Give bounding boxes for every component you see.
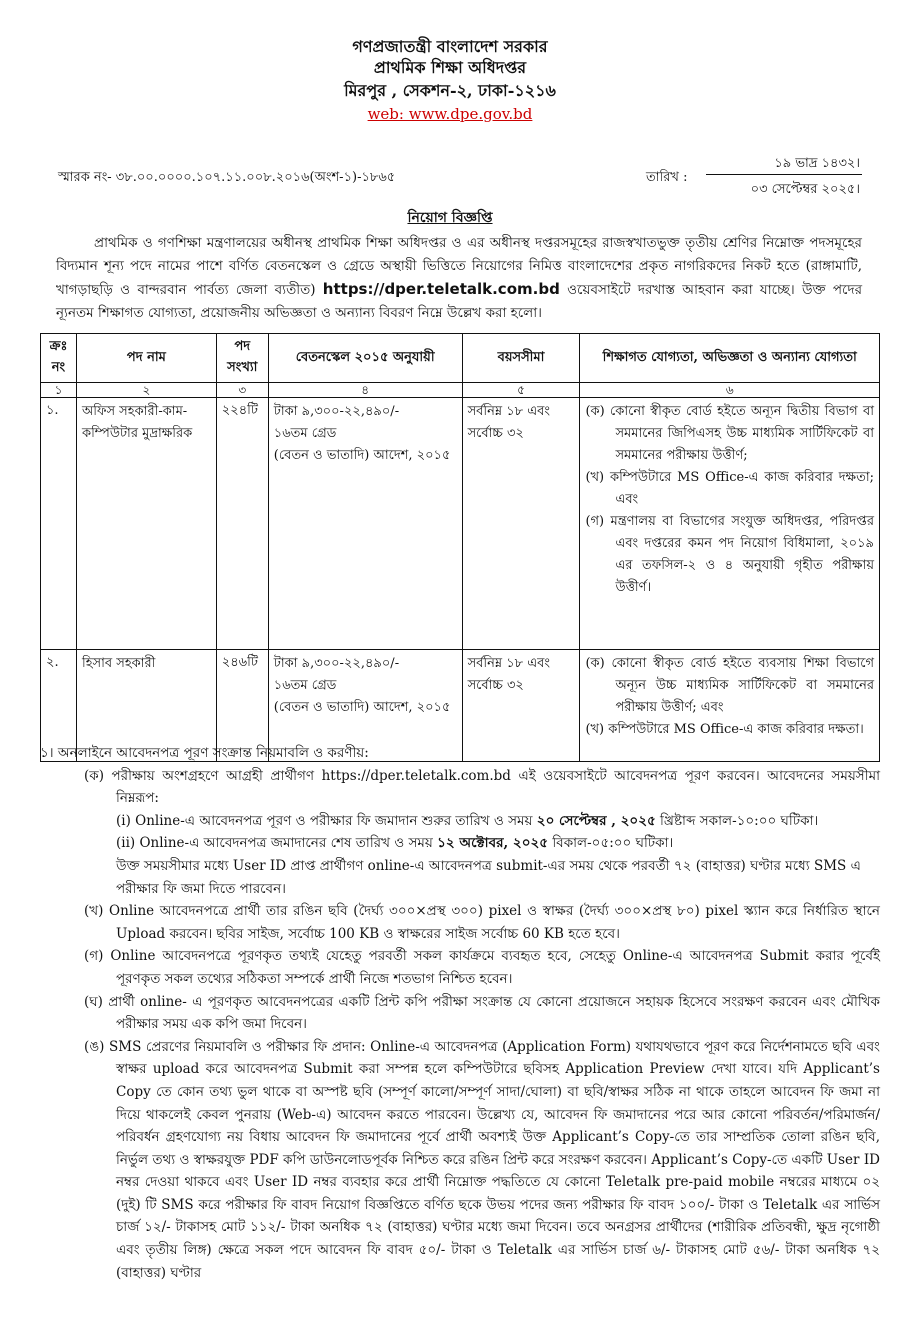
website-link[interactable]: web: www.dpe.gov.bd (367, 105, 533, 123)
rules-heading: ১। অনলাইনে আবেদনপত্র পূরণ সংক্রান্ত নিয়মাবলি ও করণীয়: (40, 745, 369, 761)
column-number: ১ (41, 383, 77, 398)
column-number: ৫ (462, 383, 580, 398)
rule-ka-sms-note: উক্ত সময়সীমার মধ্যে User ID প্রাপ্ত প্রার্থীগণ online-এ আবেদনপত্র submit-এর সময় থেকে পরবর্তী ৭২ (বাহাত্তর) ঘণ্টার মধ্যে SMS এ পরীক্ষার ফি জমা দিতে পারবেন। (116, 857, 861, 897)
row-age-limit: সর্বনিম্ন ১৮ এবং সর্বোচ্চ ৩২ (462, 650, 580, 762)
row-qualification: (ক) কোনো স্বীকৃত বোর্ড হইতে ব্যবসায় শিক্ষা বিভাগে অন্যূন উচ্চ মাধ্যমিক সার্টিফিকেট বা সমমানের পরীক্ষায় উত্তীর্ণ; এবং (খ) কম্পিউটারে MS Office-এ কাজ করিবার দক্ষতা। (580, 650, 880, 762)
intro-paragraph (56, 232, 862, 325)
column-number: ৩ (216, 383, 268, 398)
start-date: ২০ সেপ্টেম্বর , ২০২৫ (536, 812, 656, 829)
row-post-count: ২৪৬টি (216, 650, 268, 762)
rule-kha: (খ) Online আবেদনপত্রে প্রার্থী তার রঙিন ছবি (দৈর্ঘ্য ৩০০×প্রস্থ ৩০০) pixel ও স্বাক্ষর (দৈর্ঘ্য ৩০০×প্রস্থ ৮০) pixel স্ক্যান করে নির্ধারিত স্থানে Upload করবেন। ছবির সাইজ, সর্বোচ্চ 100 KB ও স্বাক্ষরের সাইজ সর্বোচ্চ 60 KB হতে হবে। (84, 903, 880, 942)
office-address: মিরপুর , সেকশন-২, ঢাকা-১২১৬ (344, 81, 556, 100)
column-number: ৬ (580, 383, 880, 398)
posts-table (40, 333, 880, 762)
table-header-row (41, 334, 880, 383)
date-english: ০৩ সেপ্টেম্বর ২০২৫। (750, 182, 860, 197)
header-age-limit: বয়সসীমা (462, 334, 580, 383)
rule-ka: (ক) পরীক্ষায় অংশগ্রহণে আগ্রহী প্রার্থীগণ https://dper.teletalk.com.bd এই ওয়েবসাইটে আবেদনপত্র পূরণ করবেন। আবেদনের সময়সীমা নিম্নরূপ: (84, 767, 880, 807)
header-serial: ক্রঃ নং (41, 334, 77, 383)
intro-text-1: প্রাথমিক ও গণশিক্ষা মন্ত্রণালয়ের অধীনস্থ প্রাথমিক শিক্ষা অধিদপ্তর ও এর অধীনস্থ দপ্তরসমূহের রাজস্বখাতভুক্ত তৃতীয় শ্রেণির নিম্নোক্ত পদসমূহের বিদ্যমান শূন্য পদে নামের পাশে বর্ণিত বেতনস্কেল ও গ্রেডে অস্থায়ী ভিত্তিতে নিয়োগের নিমিত্ত বাংলাদেশের প্রকৃত নাগরিকদের নিকট হতে (রাঙ্গামাটি, খাগড়াছড়ি ও বান্দরবান পার্বত্য জেলা ব্যতীত) (56, 235, 862, 298)
row-pay-scale: টাকা ৯,৩০০-২২,৪৯০/- ১৬তম গ্রেড (বেতন ও ভাতাদি) আদেশ, ২০১৫ (268, 650, 462, 762)
row-serial: ১. (41, 398, 77, 650)
directorate-name: প্রাথমিক শিক্ষা অধিদপ্তর (373, 58, 527, 77)
date-bangla: ১৯ ভাদ্র ১৪৩২। (774, 156, 860, 171)
row-pay-scale: টাকা ৯,৩০০-২২,৪৯০/- ১৬তম গ্রেড (বেতন ও ভাতাদি) আদেশ, ২০১৫ (268, 398, 462, 650)
header-post-count: পদ সংখ্যা (216, 334, 268, 383)
header-post-name: পদ নাম (76, 334, 216, 383)
rule-ga: (গ) Online আবেদনপত্রে পূরণকৃত তথ্যই যেহেতু পরবর্তী সকল কার্যক্রমে ব্যবহৃত হবে, সেহেতু Online-এ আবেদনপত্র Submit করার পূর্বেই পূরণকৃত সকল তথ্যের সঠিকতা সম্পর্কে প্রার্থী নিজে শতভাগ নিশ্চিত হবেন। (84, 948, 880, 987)
row-post-count: ২২৪টি (216, 398, 268, 650)
rule-uma: (ঙ) SMS প্রেরণের নিয়মাবলি ও পরীক্ষার ফি প্রদান: Online-এ আবেদনপত্র (Application Form) যথাযথভাবে পূরণ করে নির্দেশনামতে ছবি এবং স্বাক্ষর upload করে আবেদনপত্র Submit করা সম্পন্ন হলে কম্পিউটারে ছবিসহ Application Preview দেখা যাবে। যদি Applicant’s Copy তে কোন তথ্য ভুল থাকে বা অস্পষ্ট ছবি (সম্পূর্ণ কালো/সম্পূর্ণ সাদা/ঘোলা) বা ছবি/স্বাক্ষর সঠিক না থাকে তাহলে আবেদন ফি জমা না দিয়ে থাকলেই কেবল পুনরায় (Web-এ) আবেদন করতে পারবেন। উল্লেখ্য যে, আবেদন ফি জমাদানের পরে আর কোনো পরিবর্তন/পরিমার্জন/পরিবর্ধন গ্রহণযোগ্য নয় বিধায় আবেদন ফি জমাদানের পূর্বে প্রার্থী অবশ্যই উক্ত Applicant’s Copy-তে তার সাম্প্রতিক তোলা রঙিন ছবি, নির্ভুল তথ্য ও স্বাক্ষরযুক্ত PDF কপি ডাউনলোডপূর্বক নিশ্চিত করে রঙিন প্রিন্ট করে সংরক্ষণ করবেন। Applicant’s Copy-তে একটি User ID নম্বর দেওয়া থাকবে এবং User ID নম্বর ব্যবহার করে প্রার্থী নিম্নোক্ত পদ্ধতিতে যে কোনো Teletalk pre-paid mobile নম্বরের মাধ্যমে ০২ (দুই) টি SMS করে পরীক্ষার ফি বাবদ নিয়োগ বিজ্ঞপ্তিতে বর্ণিত ছকে উভয় পদের জন্য পরীক্ষার ফি বাবদ ১০০/- টাকা ও Teletalk এর সার্ভিস চার্জ ১২/- টাকাসহ মোট ১১২/- টাকা অনধিক ৭২ (বাহাত্তর) ঘণ্টার মধ্যে জমা দিবেন। তবে অনগ্রসর প্রার্থীদের (শারীরিক প্রতিবন্ধী, ক্ষুদ্র নৃগোষ্ঠী এবং তৃতীয় লিঙ্গ) ক্ষেত্রে সকল পদে আবেদন ফি বাবদ ৫০/- টাকা ও Teletalk এর সার্ভিস চার্জ ৬/- টাকাসহ মোট ৫৬/- টাকা অনধিক ৭২ (বাহাত্তর) ঘণ্টার (84, 1038, 880, 1281)
rule-ka-start-date: (i) Online-এ আবেদনপত্র পূরণ ও পরীক্ষার ফি জমাদান শুরুর তারিখ ও সময় ২০ সেপ্টেম্বর , ২০২৫ খ্রিষ্টাব্দ সকাল-১০:০০ ঘটিকা। (116, 812, 819, 829)
notice-title: নিয়োগ বিজ্ঞপ্তি (407, 210, 493, 226)
row-qualification: (ক) কোনো স্বীকৃত বোর্ড হইতে অন্যূন দ্বিতীয় বিভাগ বা সমমানের জিপিএসহ উচ্চ মাধ্যমিক সার্টিফিকেট বা সমমানের পরীক্ষায় উত্তীর্ণ; (খ) কম্পিউটারে MS Office-এ কাজ করিবার দক্ষতা; এবং (গ) মন্ত্রণালয় বা বিভাগের সংযুক্ত অধিদপ্তর, পরিদপ্তর এবং দপ্তরের কমন পদ নিয়োগ বিধিমালা, ২০১৯ এর তফসিল-২ ও ৪ অনুযায়ী গৃহীত পরীক্ষায় উত্তীর্ণ। (580, 398, 880, 650)
rule-gha: (ঘ) প্রার্থী online- এ পূরণকৃত আবেদনপত্রের একটি প্রিন্ট কপি পরীক্ষা সংক্রান্ত যে কোনো প্রয়োজনে সহায়ক হিসেবে সংরক্ষণ করবেন এবং মৌখিক পরীক্ষার সময় এক কপি জমা দিবেন। (84, 993, 880, 1033)
intro-text-2: ওয়েবসাইটে দরখাস্ত আহবান করা যাচ্ছে। উক্ত পদের ন্যূনতম শিক্ষাগত যোগ্যতা, প্রয়োজনীয় অভিজ্ঞতা ও অন্যান্য বিবরণ নিম্নে উল্লেখ করা হলো। (56, 282, 862, 321)
header-pay-scale: বেতনস্কেল ২০১৫ অনুযায়ী (268, 334, 462, 383)
header-qualification: শিক্ষাগত যোগ্যতা, অভিজ্ঞতা ও অন্যান্য যোগ্যতা (580, 334, 880, 383)
end-date: ১২ অক্টোবর, ২০২৫ (437, 835, 549, 852)
column-number-row (41, 383, 880, 398)
row-serial: ২. (41, 650, 77, 762)
government-name: গণপ্রজাতন্ত্রী বাংলাদেশ সরকার (352, 37, 548, 56)
memo-number: স্মারক নং- ৩৮.০০.০০০০.১০৭.১১.০০৮.২০১৬(অংশ-১)-১৮৬৫ (58, 170, 396, 185)
application-url[interactable]: https://dper.teletalk.com.bd (322, 280, 560, 298)
application-rules (40, 742, 880, 1284)
rule-ka-end-date: (ii) Online-এ আবেদনপত্র জমাদানের শেষ তারিখ ও সময় ১২ অক্টোবর, ২০২৫ বিকাল-০৫:০০ ঘটিকা। (116, 835, 674, 852)
column-number: ৪ (268, 383, 462, 398)
column-number: ২ (76, 383, 216, 398)
row-post-name: অফিস সহকারী-কাম-কম্পিউটার মুদ্রাক্ষরিক (76, 398, 216, 650)
date-divider (706, 174, 862, 175)
date-label: তারিখ : (646, 170, 688, 185)
row-post-name: হিসাব সহকারী (76, 650, 216, 762)
table-row (41, 398, 880, 650)
row-age-limit: সর্বনিম্ন ১৮ এবং সর্বোচ্চ ৩২ (462, 398, 580, 650)
